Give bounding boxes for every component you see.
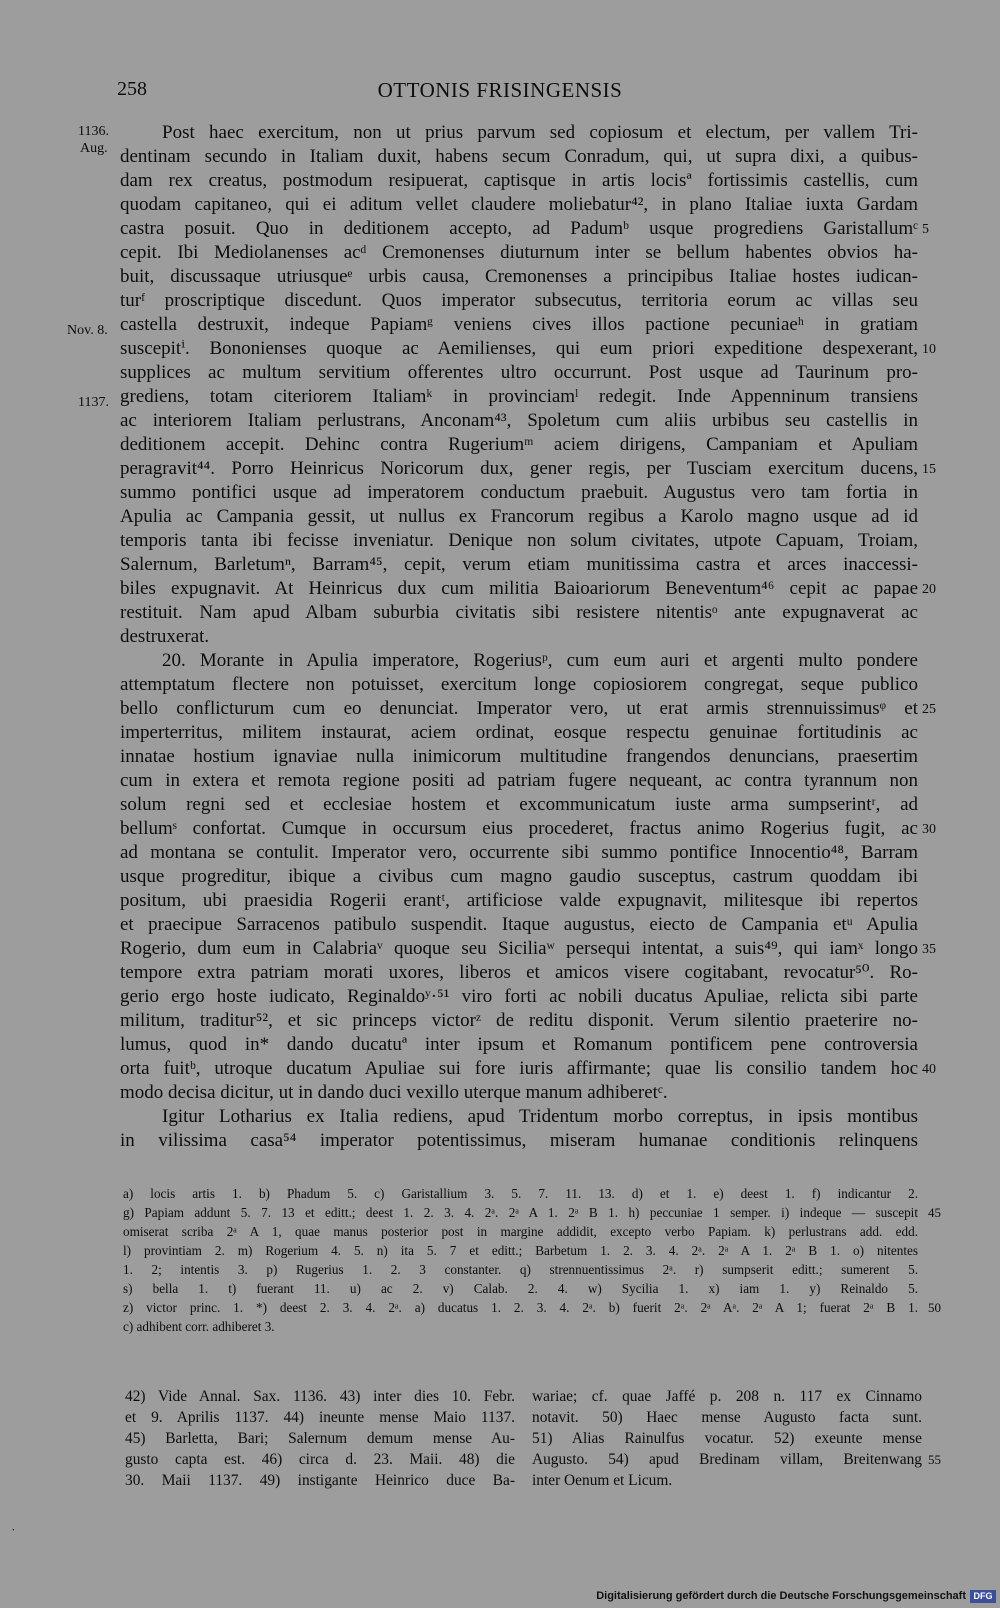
apparatus-line: z) victor princ. 1. *) deest 2. 3. 4. 2ᵃ. a) ducatus 1. 2. 3. 4. 2ᵃ. b) fuerit 2ᵃ. 2ᵃ Aᵃ. 2ᵃ A 1; fuerat 2ᵃ B 1. [123, 1300, 918, 1315]
body-line: deditionem accepit. Dehinc contra Rugeriumᵐ aciem dirigens, Campaniam et Apuliam [120, 434, 918, 455]
body-line: castella destruxit, indeque Papiamᵍ veniens cives illos pactione pecuniaeʰ in gratiam [120, 314, 918, 335]
body-line: bello conflicturum cum eo denunciat. Imperator vero, ut erat armis strennuissimusᵠ et [120, 698, 918, 719]
body-line: Rogerio, dum eum in Calabriaᵛ quoque seu Siciliaʷ persequi intentat, a suis⁴⁹, qui iamˣ longo [120, 938, 918, 959]
line-number: 10 [922, 342, 936, 357]
page-mark: ˙ [11, 1527, 16, 1542]
dfg-logo: DFG [970, 1590, 996, 1603]
apparatus-line: a) locis artis 1. b) Phadum 5. c) Garistallium 3. 5. 7. 11. 13. d) et 1. e) deest 1. f) indicantur 2. [123, 1186, 918, 1201]
body-line: orta fuitᵇ, utroque ducatum Apuliae sui fore iuris affirmante; quae lis consilio tandem hoc [120, 1058, 918, 1079]
apparatus-line-number: 50 [928, 1300, 941, 1315]
body-line: in vilissima casa⁵⁴ imperator potentissimus, miseram humanae conditionis relinquens [120, 1130, 918, 1151]
margin-note-month: Aug. [80, 141, 108, 156]
body-line: temporis tanta ibi fecisse inveniatur. Denique non solum civitates, utpote Capuam, Troiam, [120, 530, 918, 551]
body-line: 20. Morante in Apulia imperatore, Rogeriusᵖ, cum eum auri et argenti multo pondere [162, 650, 918, 671]
body-line: Salernum, Barletumⁿ, Barram⁴⁵, cepit, verum etiam munitissima castra et arces inaccessi- [120, 554, 918, 575]
body-line: supplices ac multum servitium offerentes ultro occurrunt. Post usque ad Taurinum pro- [120, 362, 918, 383]
apparatus-line: c) adhibent corr. adhiberet 3. [123, 1319, 275, 1334]
body-line: cepit. Ibi Mediolanenses acᵈ Cremonenses diuturnum inter se bellum habentes obvios ha- [120, 242, 918, 263]
apparatus-line: s) bella 1. t) fuerant 11. u) ac 2. v) Calab. 2. 4. w) Sycilia 1. x) iam 1. y) Reinaldo 5. [123, 1281, 918, 1296]
commentary-line: 30. Maii 1137. 49) instigante Heinrico duce Ba- [125, 1472, 515, 1489]
body-line: tempore extra patriam morati uxores, liberos et amicos visere cogitabant, revocatur⁵⁰. Ro- [120, 962, 918, 983]
body-line: ac interiorem Italiam perlustrans, Anconam⁴³, Spoletum cum aliis urbibus seu castellis in [120, 410, 918, 431]
commentary-line: notavit. 50) Haec mense Augusto facta sunt. [532, 1409, 922, 1426]
body-line: destruxerat. [120, 626, 210, 647]
body-line: turᶠ proscriptique discedunt. Quos imperator subsecutus, territoria eorum ac villas seu [120, 290, 918, 311]
body-line: imperterritus, militem instaurat, aciem ordinat, eosque respectu genuinae fortitudinis ac [120, 722, 918, 743]
body-line: buit, discussaque utriusqueᵉ urbis causa, Cremonenses a principibus Italiae hostes iudican- [120, 266, 918, 287]
body-line: dentinam secundo in Italiam duxit, habens secum Conradum, qui, ut supra dixi, a quibus- [120, 146, 918, 167]
body-line: positum, ubi praesidia Rogerii erantᵗ, artificiose valde expugnavit, militesque ibi repertos [120, 890, 918, 911]
commentary-line: gusto capta est. 46) circa d. 23. Maii. 48) die [125, 1451, 515, 1468]
commentary-line: 42) Vide Annal. Sax. 1136. 43) inter dies 10. Febr. [125, 1388, 515, 1405]
body-line: solum regni sed et ecclesiae hostem et excommunicatum iuste arma sumpserintʳ, ad [120, 794, 918, 815]
margin-note-year: 1137. [78, 395, 109, 410]
apparatus-line-number: 45 [928, 1205, 941, 1220]
body-line: et praecipue Sarracenos patibulo suspendit. Itaque augustus, eiecto de Campania etᵘ Apulia [120, 914, 918, 935]
body-line: innatae hostium ignaviae nulla inimicorum multitudine frangendos denuncians, praesertim [120, 746, 918, 767]
commentary-line: 45) Barletta, Bari; Salernum demum mense Au- [125, 1430, 515, 1447]
body-line: ad montana se contulit. Imperator vero, occurrente sibi summo pontifice Innocentio⁴⁸, Barram [120, 842, 918, 863]
body-line: restituit. Nam apud Albam suburbia civitatis sibi resistere nitentisᵒ ante expugnaverat ac [120, 602, 918, 623]
commentary-line: inter Oenum et Licum. [532, 1472, 673, 1489]
body-line: cum in extera et remota regione positi ad patriam fugere nequeant, ac contra tyrannum non [120, 770, 918, 791]
body-line: usque progreditur, ibique a civibus cum magno gaudio susceptus, castrum quoddam ibi [120, 866, 918, 887]
running-title: OTTONIS FRISINGENSIS [377, 78, 623, 102]
body-line: attemptatum flectere non potuisset, exercitum longe copiosiorem congregat, seque publico [120, 674, 918, 695]
page-number: 258 [117, 78, 147, 100]
body-line: grediens, totam citeriorem Italiamᵏ in provinciamˡ redegit. Inde Appenninum transiens [120, 386, 918, 407]
digitization-credit: Digitalisierung gefördert durch die Deutsche Forschungsgemeinschaft [596, 1590, 966, 1602]
body-line: bellumˢ confortat. Cumque in occursum eius procederet, fractus animo Rogerius fugit, ac [120, 818, 918, 839]
body-line: quodam capitaneo, qui ei aditum vellet claudere moliebatur⁴², in plano Italiae iuxta Gardam [120, 194, 918, 215]
line-number: 40 [922, 1062, 936, 1077]
body-line: gerio ergo hoste iudicato, Reginaldoʸ·⁵¹ viro forti ac nobili ducatus Apuliae, relicta sibi parte [120, 986, 918, 1007]
apparatus-line: 1. 2; intentis 3. p) Rugerius 1. 2. 3 constanter. q) strennuentissimus 2ᵃ. r) sumpserit editt.; sumerent 5. [123, 1262, 918, 1277]
line-number: 15 [922, 462, 936, 477]
apparatus-line: l) provintiam 2. m) Rogerium 4. 5. n) ita 5. 7 et editt.; Barbetum 1. 2. 3. 4. 2ᵃ. 2ᵃ A 1. 2ᵃ B 1. o) nitentes [123, 1243, 918, 1258]
commentary-line: 51) Alias Rainulfus vocatur. 52) exeunte mense [532, 1430, 922, 1447]
body-line: summo pontifici usque ad imperatorem conductum praebuit. Augustus vero tam fortia in [120, 482, 918, 503]
commentary-line: Augusto. 54) apud Bredinam villam, Breitenwang [532, 1451, 922, 1468]
body-line: dam rex creatus, postmodum resipuerat, captisque in artis locisª fortissimis castellis, cum [120, 170, 918, 191]
line-number: 5 [922, 222, 929, 237]
margin-note-date: Nov. 8. [67, 323, 108, 338]
body-line: castra posuit. Quo in deditionem accepto, ad Padumᵇ usque progrediens Garistallumᶜ [120, 218, 918, 239]
body-line: Apulia ac Campania gessit, ut nullus ex Francorum regibus a Karolo magno usque ad id [120, 506, 918, 527]
apparatus-line: omiserat scriba 2ᵃ A 1, quae manus posterior post in margine addidit, excepto verbo Papiam. k) perlustrans add. edd. [123, 1224, 918, 1239]
body-line: peragravit⁴⁴. Porro Heinricus Noricorum dux, gener regis, per Tusciam exercitum ducens, [120, 458, 918, 479]
body-line: suscepitⁱ. Bononienses quoque ac Aemilienses, qui eum priori expeditione despexerant, [120, 338, 918, 359]
apparatus-line: g) Papiam addunt 5. 7. 13 et editt.; deest 1. 2. 3. 4. 2ᵃ. 2ᵃ A 1. 2ᵃ B 1. h) peccuniae 1 semper. i) indeque — suscepit [123, 1205, 918, 1220]
line-number: 20 [922, 582, 936, 597]
body-line: modo decisa dicitur, ut in dando duci vexillo uterque manum adhiberetᶜ. [120, 1082, 668, 1103]
body-line: Post haec exercitum, non ut prius parvum sed copiosum et electum, per vallem Tri- [162, 122, 918, 143]
line-number: 25 [922, 702, 936, 717]
commentary-line: wariae; cf. quae Jaffé p. 208 n. 117 ex Cinnamo [532, 1388, 922, 1405]
commentary-line: et 9. Aprilis 1137. 44) ineunte mense Maio 1137. [125, 1409, 515, 1426]
margin-note-year: 1136. [78, 124, 109, 139]
line-number: 30 [922, 822, 936, 837]
body-line: biles expugnavit. At Heinricus dux cum militia Baioariorum Beneventum⁴⁶ cepit ac papae [120, 578, 918, 599]
body-line: Igitur Lotharius ex Italia rediens, apud Tridentum morbo correptus, in ipsis montibus [162, 1106, 918, 1127]
body-line: lumus, quod in* dando ducatuª inter ipsum et Romanum pontificem pene controversia [120, 1034, 918, 1055]
commentary-line-number: 55 [928, 1452, 941, 1467]
line-number: 35 [922, 942, 936, 957]
body-line: militum, traditur⁵², et sic princeps victorᶻ de reditu disponit. Verum silentio praeterire no- [120, 1010, 918, 1031]
